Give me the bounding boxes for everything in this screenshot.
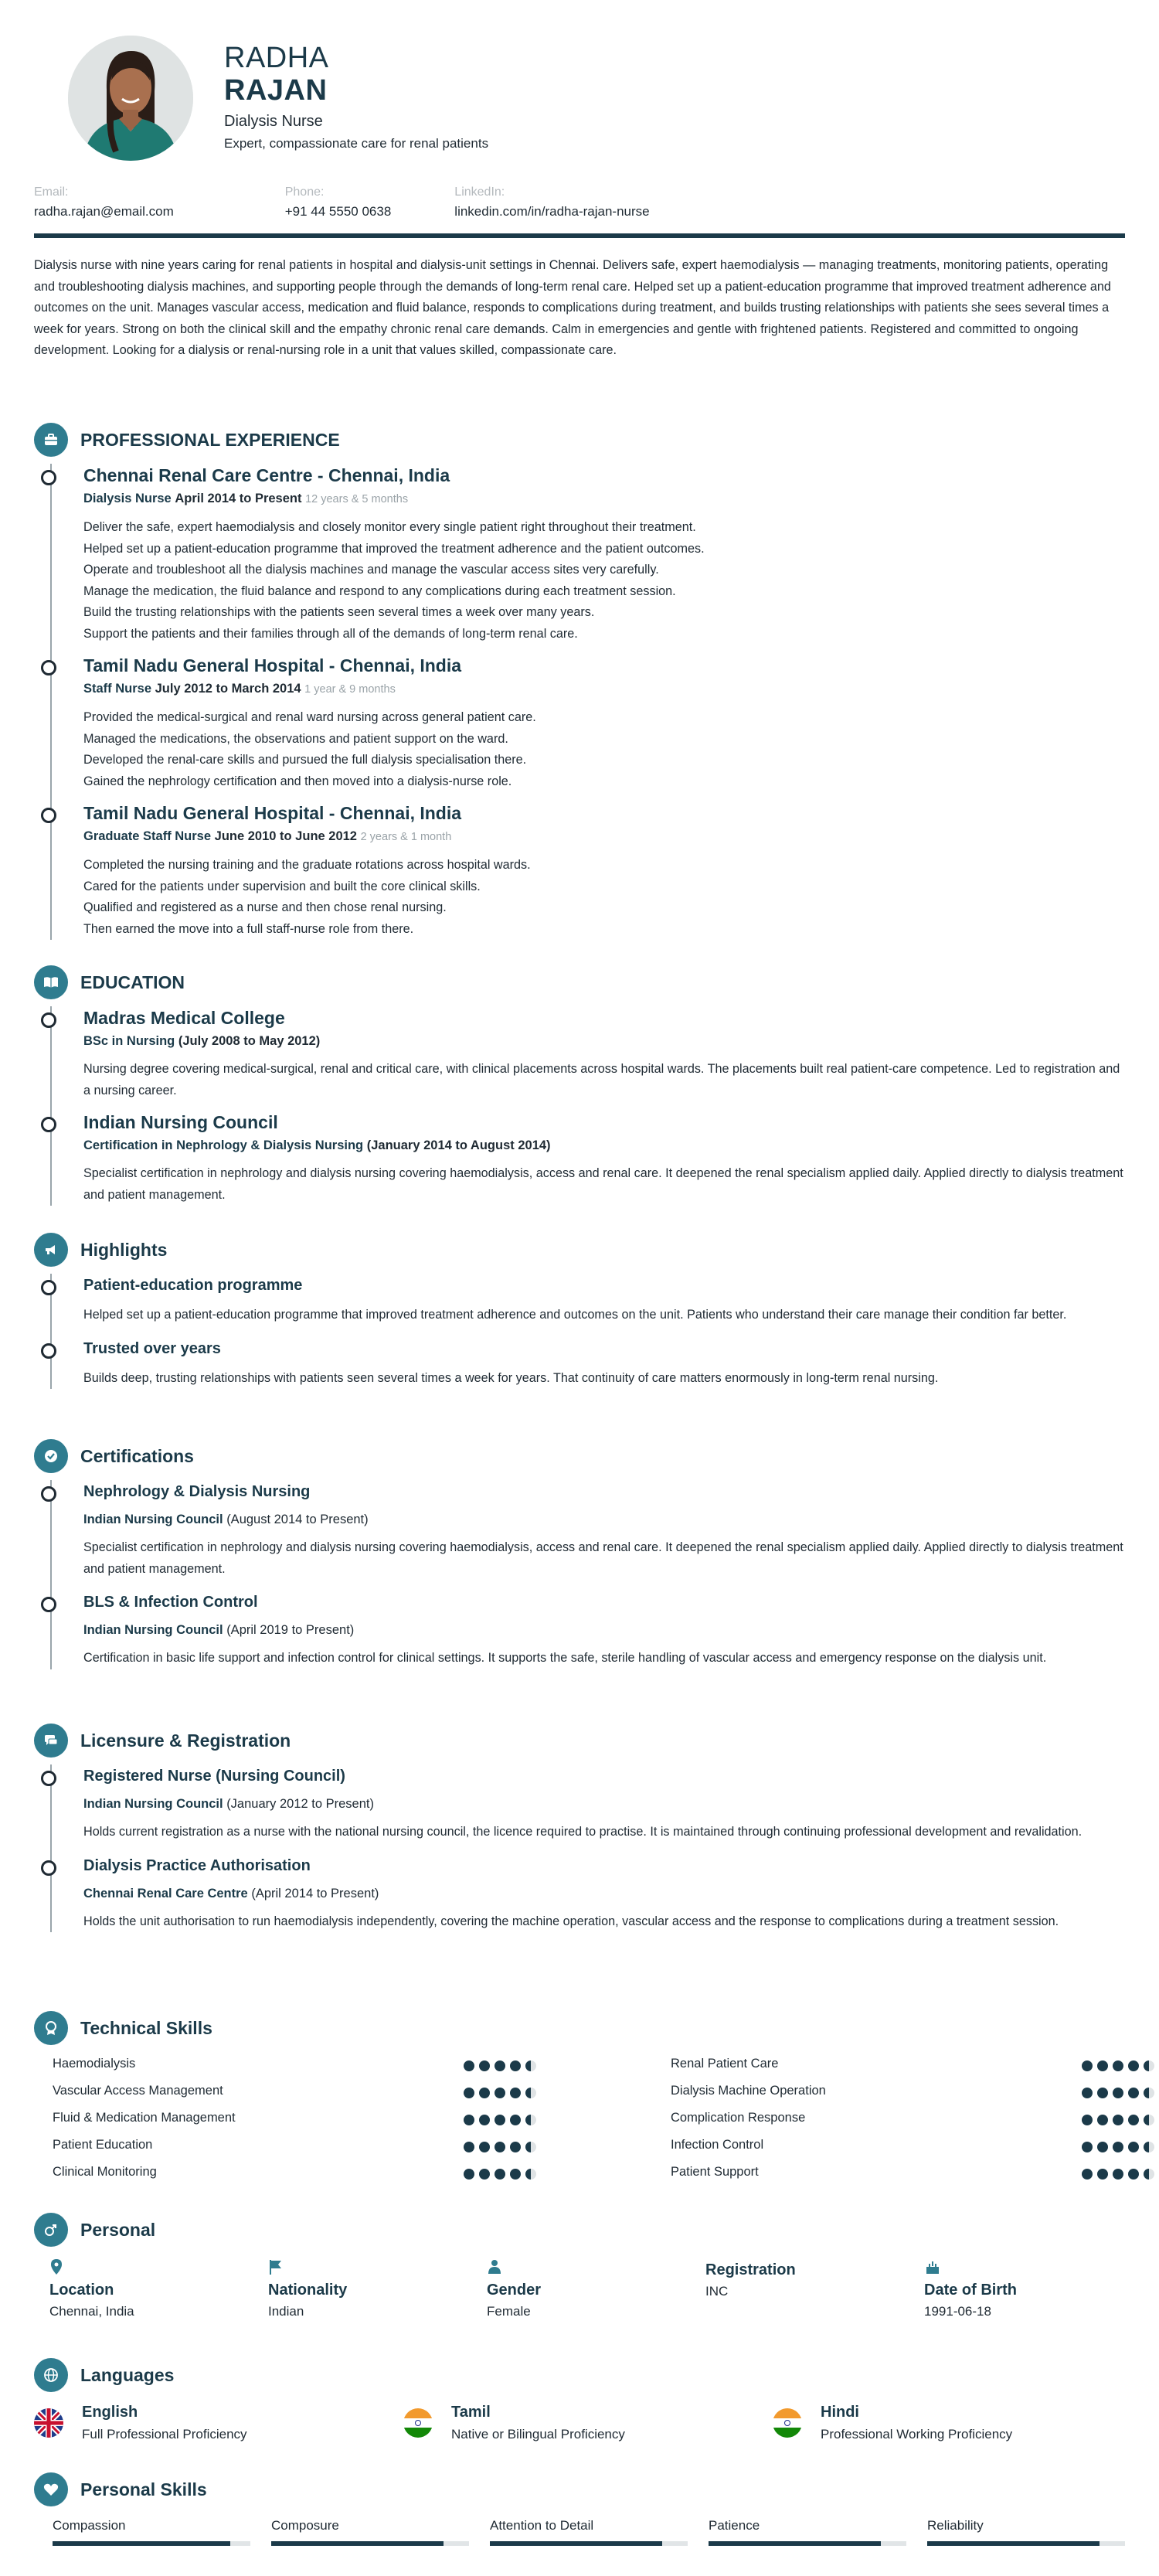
rating-dot bbox=[1128, 2115, 1139, 2125]
language-name: Hindi bbox=[821, 2404, 859, 2421]
personal-skill-name: Composure bbox=[271, 2518, 339, 2533]
degree-dates: (July 2008 to May 2012) bbox=[178, 1034, 321, 1048]
role-line bbox=[83, 488, 1125, 509]
skill-row bbox=[671, 2165, 1134, 2185]
rating-dot bbox=[510, 2142, 521, 2152]
empty-icon-slot bbox=[705, 2238, 906, 2258]
bullet: Developed the renal-care skills and pursued the full dialysis specialisation there. bbox=[83, 753, 527, 767]
bullet: Completed the nursing training and the graduate rotations across hospital wards. bbox=[83, 858, 531, 872]
employer-title: Tamil Nadu General Hospital - Chennai, India bbox=[83, 655, 462, 675]
timeline-dot bbox=[41, 1117, 56, 1132]
licensure-section bbox=[34, 1723, 1125, 1940]
education-item bbox=[83, 1111, 1125, 1206]
timeline-line bbox=[50, 464, 52, 940]
skill-rating bbox=[464, 2115, 541, 2125]
timeline-dot bbox=[41, 1012, 56, 1028]
rating-dot bbox=[1097, 2169, 1108, 2180]
rating-dot bbox=[495, 2169, 505, 2180]
skill-row bbox=[53, 2084, 516, 2104]
certification-title: Nephrology & Dialysis Nursing bbox=[83, 1483, 311, 1500]
personal-skill bbox=[490, 2518, 688, 2533]
personal-item-dob bbox=[924, 2258, 1125, 2319]
personal-label: Date of Birth bbox=[924, 2282, 1017, 2299]
skill-rating bbox=[1082, 2169, 1159, 2180]
rating-dot bbox=[495, 2115, 505, 2125]
rating-dot bbox=[525, 2169, 536, 2180]
timeline-dot bbox=[41, 470, 56, 485]
licensure-description: Holds current registration as a nurse with the national nursing council, the licence required to practise. It is maintained through continuing professional development and revalidation. bbox=[83, 1825, 1083, 1839]
contact-phone bbox=[285, 185, 392, 219]
skill-level-bar bbox=[53, 2541, 250, 2546]
skills-grid bbox=[34, 2057, 1125, 2188]
bullet: Cared for the patients under supervision and built the core clinical skills. bbox=[83, 879, 481, 893]
rating-dot bbox=[510, 2060, 521, 2071]
skill-rating bbox=[1082, 2060, 1159, 2071]
degree-line bbox=[83, 1135, 1125, 1155]
issuer-line bbox=[83, 1794, 1125, 1814]
rating-dot bbox=[479, 2115, 490, 2125]
rating-dot bbox=[1082, 2088, 1093, 2098]
issuer-name: Chennai Renal Care Centre bbox=[83, 1886, 248, 1901]
timeline-line bbox=[50, 1764, 52, 1932]
rating-dot bbox=[1144, 2060, 1154, 2071]
contact-list bbox=[34, 185, 704, 219]
timeline-line bbox=[50, 1006, 52, 1206]
portrait-image bbox=[68, 36, 193, 161]
education-description: Specialist certification in nephrology and dialysis nursing covering haemodialysis, access and renal care. It deepened the renal specialism applied daily. Applied directly to dialysis treatment and patient management. bbox=[83, 1166, 1123, 1202]
skill-row bbox=[671, 2084, 1134, 2104]
flag-icon bbox=[268, 2258, 469, 2278]
rating-dot bbox=[479, 2088, 490, 2098]
role-line bbox=[83, 826, 1125, 847]
section-title: Personal bbox=[80, 2219, 156, 2240]
timeline-dot bbox=[41, 1860, 56, 1876]
contact-label: Phone: bbox=[284, 185, 325, 199]
personal-skill bbox=[709, 2518, 906, 2533]
highlights-timeline bbox=[34, 1274, 1125, 1389]
licensure-title: Registered Nurse (Nursing Council) bbox=[83, 1768, 345, 1785]
person-icon bbox=[487, 2258, 688, 2278]
personal-skill bbox=[271, 2518, 469, 2533]
degree-line bbox=[83, 1031, 1125, 1051]
certification-dates: (April 2019 to Present) bbox=[226, 1623, 355, 1637]
degree-name: BSc in Nursing bbox=[83, 1034, 175, 1048]
rating-dot bbox=[1144, 2142, 1154, 2152]
personal-value: Female bbox=[487, 2304, 531, 2319]
rating-dot bbox=[510, 2088, 521, 2098]
resume-header bbox=[34, 0, 1125, 166]
licensure-item bbox=[83, 1854, 1125, 1933]
section-title: Personal Skills bbox=[80, 2479, 207, 2499]
licensure-timeline bbox=[34, 1764, 1125, 1932]
bullet: Operate and troubleshoot all the dialysis machines and manage the vascular access sites very carefully. bbox=[83, 563, 659, 577]
personal-section bbox=[34, 2212, 1125, 2343]
rating-dot bbox=[1082, 2142, 1093, 2152]
personal-item-registration bbox=[705, 2238, 906, 2299]
language-level: Professional Working Proficiency bbox=[821, 2427, 1013, 2442]
role-duration: 12 years & 5 months bbox=[305, 493, 409, 505]
certification-title: BLS & Infection Control bbox=[83, 1594, 258, 1611]
first-name: RADHA bbox=[224, 42, 329, 74]
timeline-dot bbox=[41, 660, 56, 675]
skill-rating bbox=[464, 2142, 541, 2152]
section-title: EDUCATION bbox=[80, 972, 185, 992]
bullet: Then earned the move into a full staff-nurse role from there. bbox=[83, 921, 414, 936]
personal-skill-name: Patience bbox=[709, 2518, 760, 2533]
contact-label: LinkedIn: bbox=[454, 185, 505, 199]
personal-skills-section bbox=[34, 2472, 1125, 2557]
skill-level-fill bbox=[927, 2541, 1100, 2546]
employer-title: Tamil Nadu General Hospital - Chennai, India bbox=[83, 803, 462, 823]
rating-dot bbox=[1113, 2088, 1123, 2098]
skill-level-bar bbox=[271, 2541, 469, 2546]
experience-item bbox=[83, 654, 1125, 792]
personal-label: Registration bbox=[705, 2261, 796, 2278]
licensure-item bbox=[83, 1764, 1125, 1843]
role-name: Graduate Staff Nurse bbox=[83, 829, 212, 843]
skill-name: Dialysis Machine Operation bbox=[671, 2084, 826, 2098]
personal-item-location bbox=[49, 2258, 250, 2319]
rating-dot bbox=[1128, 2142, 1139, 2152]
skill-name: Clinical Monitoring bbox=[53, 2165, 157, 2179]
skill-name: Renal Patient Care bbox=[671, 2057, 779, 2071]
bullet-list bbox=[83, 707, 1125, 792]
personal-grid bbox=[49, 2258, 1125, 2343]
globe-icon bbox=[34, 2358, 68, 2392]
rating-dot bbox=[1097, 2142, 1108, 2152]
personal-item-gender bbox=[487, 2258, 688, 2319]
skill-level-bar bbox=[490, 2541, 688, 2546]
issuer-name: Indian Nursing Council bbox=[83, 1623, 223, 1637]
highlights-section bbox=[34, 1232, 1125, 1397]
languages-section bbox=[34, 2357, 1125, 2452]
employer-title: Chennai Renal Care Centre - Chennai, India bbox=[83, 465, 450, 485]
rating-dot bbox=[525, 2060, 536, 2071]
personal-value: 1991-06-18 bbox=[924, 2304, 991, 2319]
bullet: Qualified and registered as a nurse and then chose renal nursing. bbox=[83, 900, 447, 914]
language-name: English bbox=[82, 2404, 138, 2421]
personal-skill-name: Reliability bbox=[927, 2518, 984, 2533]
highlight-title: Trusted over years bbox=[83, 1339, 221, 1357]
gender-icon bbox=[34, 2213, 68, 2247]
rating-dot bbox=[510, 2169, 521, 2180]
personal-skill-name: Compassion bbox=[53, 2518, 126, 2533]
skill-row bbox=[53, 2111, 516, 2131]
language-level: Full Professional Proficiency bbox=[82, 2427, 247, 2442]
badge-check-icon bbox=[34, 1439, 68, 1473]
skill-level-fill bbox=[271, 2541, 444, 2546]
bullet: Gained the nephrology certification and then moved into a dialysis-nurse role. bbox=[83, 774, 512, 788]
highlight-title: Patient-education programme bbox=[83, 1277, 303, 1294]
heart-icon bbox=[34, 2472, 68, 2506]
skill-row bbox=[671, 2138, 1134, 2158]
section-title: Licensure & Registration bbox=[80, 1730, 291, 1751]
profile-summary: Dialysis nurse with nine years caring for renal patients in hospital and dialysis-unit settings in Chennai. Delivers safe, expert haemodialysis — managing treatments, monitoring patients, operating and troubleshooting dialysis machines, and supporting people through the demands of long-term renal care. Helped set up a patient-education programme that improved treatment adherence and outcomes on the unit. Manages vascular access, medication and fluid balance, responds to complications during treatment, and builds trusting relationships with patients she sees several times a week for years. Strong on both the clinical skill and the empathy chronic renal care demands. Calm in emergencies and gentle with frightened patients. Registered and committed to ongoing development. Looking for a dialysis or renal-nursing role in a unit that values skilled, compassionate care. bbox=[34, 258, 1111, 357]
skill-level-fill bbox=[490, 2541, 662, 2546]
bullet: Managed the medications, the observations and patient support on the ward. bbox=[83, 731, 508, 746]
language-name: Tamil bbox=[451, 2404, 491, 2421]
skill-rating bbox=[464, 2088, 541, 2098]
rating-dot bbox=[464, 2088, 474, 2098]
rating-dot bbox=[1097, 2060, 1108, 2071]
certification-description: Specialist certification in nephrology and dialysis nursing covering haemodialysis, access and renal care. It deepened the renal specialism applied daily. Applied directly to dialysis treatment and patient management. bbox=[83, 1540, 1123, 1576]
linkedin-value[interactable]: linkedin.com/in/radha-rajan-nurse bbox=[454, 204, 650, 219]
skill-level-bar bbox=[709, 2541, 906, 2546]
personal-value: INC bbox=[705, 2284, 729, 2299]
personal-skill bbox=[927, 2518, 1125, 2533]
issuer-name: Indian Nursing Council bbox=[83, 1513, 223, 1526]
rating-dot bbox=[464, 2060, 474, 2071]
rating-dot bbox=[495, 2088, 505, 2098]
rating-dot bbox=[1082, 2169, 1093, 2180]
skill-row bbox=[53, 2057, 516, 2077]
certification-description: Certification in basic life support and infection control for clinical settings. It supports the safe, sterile handling of vascular access and emergency response on the dialysis unit. bbox=[83, 1651, 1047, 1665]
personal-item-nationality bbox=[268, 2258, 469, 2319]
rating-dot bbox=[1144, 2169, 1154, 2180]
rating-dot bbox=[479, 2142, 490, 2152]
section-title: PROFESSIONAL EXPERIENCE bbox=[80, 429, 340, 450]
certification-item bbox=[83, 1591, 1125, 1669]
highlight-item bbox=[83, 1274, 1125, 1326]
bullet: Manage the medication, the fluid balance and respond to any complications during each treatment session. bbox=[83, 584, 676, 598]
bullet: Helped set up a patient-education programme that improved the treatment adherence and the patient outcomes. bbox=[83, 541, 705, 556]
timeline-dot bbox=[41, 1280, 56, 1295]
experience-section bbox=[34, 422, 1125, 948]
rating-dot bbox=[1082, 2060, 1093, 2071]
licensure-dates: (April 2014 to Present) bbox=[251, 1886, 379, 1901]
rating-dot bbox=[510, 2115, 521, 2125]
book-icon bbox=[34, 965, 68, 999]
rating-dot bbox=[464, 2142, 474, 2152]
bullet: Build the trusting relationships with the patients seen several times a week over many years. bbox=[83, 605, 595, 619]
role-duration: 2 years & 1 month bbox=[360, 831, 452, 843]
skill-name: Fluid & Medication Management bbox=[53, 2111, 236, 2125]
rating-dot bbox=[495, 2060, 505, 2071]
contact-linkedin bbox=[454, 185, 649, 219]
rating-dot bbox=[1113, 2142, 1123, 2152]
role-dates: July 2012 to March 2014 bbox=[155, 682, 301, 696]
skill-rating bbox=[1082, 2088, 1159, 2098]
highlight-description: Helped set up a patient-education programme that improved treatment adherence and outcomes on the unit. Patients who understand their care manage their condition far better. bbox=[83, 1308, 1067, 1322]
skill-rating bbox=[464, 2060, 541, 2071]
section-title: Languages bbox=[80, 2364, 175, 2385]
skill-row bbox=[671, 2057, 1134, 2077]
bullet: Provided the medical-surgical and renal ward nursing across general patient care. bbox=[83, 710, 536, 724]
education-timeline bbox=[34, 1006, 1125, 1206]
section-title: Technical Skills bbox=[80, 2017, 212, 2038]
role-dates: April 2014 to Present bbox=[175, 492, 302, 505]
personal-skills-list bbox=[53, 2518, 1125, 2557]
bullet-list bbox=[83, 517, 1125, 645]
rating-dot bbox=[479, 2169, 490, 2180]
rating-dot bbox=[495, 2142, 505, 2152]
education-section bbox=[34, 965, 1125, 1213]
profile-photo bbox=[68, 36, 193, 161]
skill-row bbox=[53, 2165, 516, 2185]
experience-item bbox=[83, 801, 1125, 940]
rating-dot bbox=[1097, 2088, 1108, 2098]
rating-dot bbox=[1097, 2115, 1108, 2125]
skill-name: Vascular Access Management bbox=[53, 2084, 223, 2098]
contact-email bbox=[34, 185, 174, 219]
issuer-line bbox=[83, 1620, 1125, 1640]
school-title: Indian Nursing Council bbox=[83, 1112, 278, 1132]
skill-row bbox=[53, 2138, 516, 2158]
school-title: Madras Medical College bbox=[83, 1008, 285, 1028]
timeline-dot bbox=[41, 808, 56, 823]
highlight-description: Builds deep, trusting relationships with patients seen several times a week for years. That continuity of care matters enormously in long-term renal nursing. bbox=[83, 1370, 939, 1385]
cake-icon bbox=[924, 2258, 1125, 2278]
rating-dot bbox=[1128, 2088, 1139, 2098]
rating-dot bbox=[464, 2115, 474, 2125]
personal-value: Indian bbox=[268, 2304, 304, 2319]
certifications-timeline bbox=[34, 1480, 1125, 1669]
uk-flag-icon bbox=[34, 2408, 63, 2438]
rating-dot bbox=[1144, 2088, 1154, 2098]
rating-dot bbox=[464, 2169, 474, 2180]
timeline-dot bbox=[41, 1343, 56, 1359]
degree-dates: (January 2014 to August 2014) bbox=[366, 1138, 551, 1152]
rating-dot bbox=[1128, 2060, 1139, 2071]
timeline-dot bbox=[41, 1771, 56, 1786]
languages-list bbox=[34, 2404, 1125, 2452]
personal-label: Nationality bbox=[268, 2282, 348, 2299]
education-description: Nursing degree covering medical-surgical, renal and critical care, with clinical placements across hospital wards. The placements built real patient-care competence. Led to registration and a nursing career. bbox=[83, 1062, 1120, 1097]
bullet: Deliver the safe, expert haemodialysis and closely monitor every single patient right throughout their treatment. bbox=[83, 520, 696, 534]
timeline-dot bbox=[41, 1597, 56, 1612]
rating-dot bbox=[1113, 2060, 1123, 2071]
rating-dot bbox=[1082, 2115, 1093, 2125]
role-name: Dialysis Nurse bbox=[83, 492, 172, 505]
language-level: Native or Bilingual Proficiency bbox=[451, 2427, 625, 2442]
rating-dot bbox=[525, 2142, 536, 2152]
india-flag-icon bbox=[773, 2408, 802, 2438]
personal-skill bbox=[53, 2518, 250, 2533]
degree-name: Certification in Nephrology & Dialysis Nursing bbox=[83, 1138, 364, 1152]
skill-name: Infection Control bbox=[671, 2138, 764, 2152]
tagline: Expert, compassionate care for renal patients bbox=[224, 136, 489, 151]
rating-dot bbox=[525, 2115, 536, 2125]
education-item bbox=[83, 1006, 1125, 1101]
role-duration: 1 year & 9 months bbox=[304, 683, 396, 696]
issuer-line bbox=[83, 1884, 1125, 1904]
timeline-dot bbox=[41, 1486, 56, 1502]
skill-rating bbox=[1082, 2115, 1159, 2125]
section-title: Highlights bbox=[80, 1239, 168, 1260]
email-value[interactable]: radha.rajan@email.com bbox=[34, 204, 174, 219]
experience-timeline bbox=[34, 464, 1125, 940]
job-title: Dialysis Nurse bbox=[224, 113, 323, 130]
chat-icon bbox=[34, 1724, 68, 1758]
certifications-section bbox=[34, 1438, 1125, 1677]
megaphone-icon bbox=[34, 1233, 68, 1267]
skill-row bbox=[671, 2111, 1134, 2131]
skill-level-fill bbox=[709, 2541, 881, 2546]
highlight-item bbox=[83, 1337, 1125, 1390]
rating-dot bbox=[1144, 2115, 1154, 2125]
role-name: Staff Nurse bbox=[83, 682, 152, 696]
licensure-description: Holds the unit authorisation to run haemodialysis independently, covering the machine operation, vascular access and the response to complications during a treatment session. bbox=[83, 1914, 1059, 1928]
rating-dot bbox=[1128, 2169, 1139, 2180]
personal-value: Chennai, India bbox=[49, 2304, 134, 2319]
briefcase-icon bbox=[34, 423, 68, 457]
skill-rating bbox=[1082, 2142, 1159, 2152]
rating-dot bbox=[1113, 2115, 1123, 2125]
bullet: Support the patients and their families through all of the demands of long-term renal care. bbox=[83, 626, 578, 641]
timeline-line bbox=[50, 1480, 52, 1669]
skill-name: Patient Education bbox=[53, 2138, 153, 2152]
contact-label: Email: bbox=[34, 185, 69, 199]
india-flag-icon bbox=[403, 2408, 433, 2438]
role-line bbox=[83, 679, 1125, 699]
role-dates: June 2010 to June 2012 bbox=[214, 829, 357, 843]
skill-name: Haemodialysis bbox=[53, 2057, 136, 2071]
section-title: Certifications bbox=[80, 1445, 194, 1466]
rating-dot bbox=[479, 2060, 490, 2071]
skill-name: Complication Response bbox=[671, 2111, 806, 2125]
phone-value[interactable]: +91 44 5550 0638 bbox=[284, 204, 392, 219]
skill-rating bbox=[464, 2169, 541, 2180]
licensure-title: Dialysis Practice Authorisation bbox=[83, 1856, 311, 1874]
issuer-name: Indian Nursing Council bbox=[83, 1797, 223, 1811]
issuer-line bbox=[83, 1509, 1125, 1530]
skill-level-fill bbox=[53, 2541, 230, 2546]
certification-item bbox=[83, 1480, 1125, 1580]
personal-label: Gender bbox=[487, 2282, 542, 2299]
skill-level-bar bbox=[927, 2541, 1125, 2546]
rating-dot bbox=[1113, 2169, 1123, 2180]
experience-item bbox=[83, 464, 1125, 645]
certification-dates: (August 2014 to Present) bbox=[226, 1513, 369, 1526]
personal-label: Location bbox=[49, 2282, 114, 2299]
last-name: RAJAN bbox=[224, 74, 328, 107]
rating-dot bbox=[525, 2088, 536, 2098]
licensure-dates: (January 2012 to Present) bbox=[226, 1797, 374, 1811]
bullet-list bbox=[83, 855, 1125, 940]
personal-skill-name: Attention to Detail bbox=[490, 2518, 594, 2533]
header-divider bbox=[34, 233, 1125, 238]
technical-skills-section bbox=[34, 2010, 1125, 2188]
location-pin-icon bbox=[49, 2258, 250, 2278]
skill-name: Patient Support bbox=[671, 2165, 759, 2179]
award-ribbon-icon bbox=[34, 2011, 68, 2045]
